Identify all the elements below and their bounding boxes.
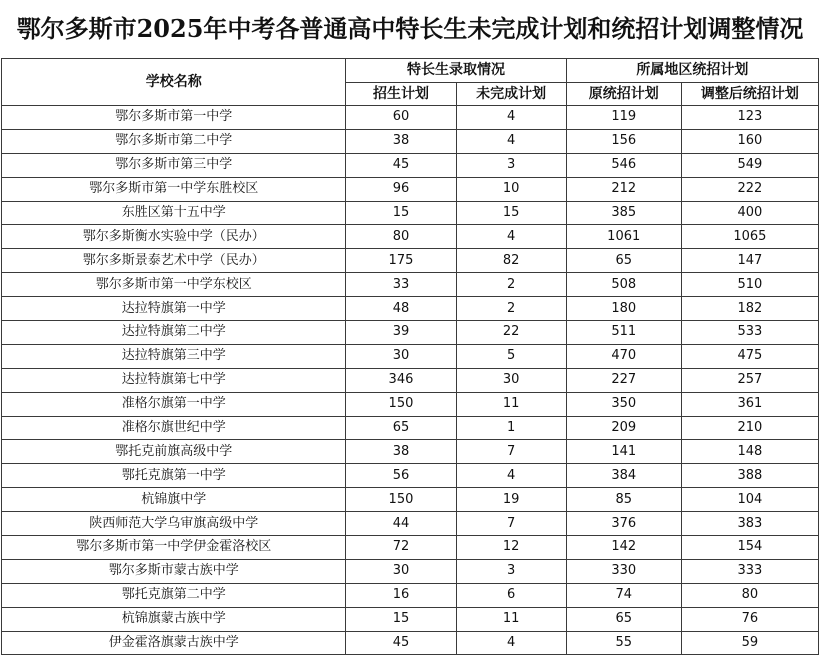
regional-plan-header: 所属地区统招计划 <box>566 59 818 83</box>
school-name-cell: 鄂托克旗第二中学 <box>2 583 346 607</box>
unfulfilled-plan-cell: 6 <box>456 583 566 607</box>
original-plan-cell: 74 <box>566 583 681 607</box>
table-row <box>2 153 819 177</box>
school-name-cell: 准格尔旗世纪中学 <box>2 416 346 440</box>
original-plan-cell: 55 <box>566 631 681 655</box>
original-plan-cell: 511 <box>566 321 681 345</box>
table-row <box>2 273 819 297</box>
enrollment-plan-cell: 150 <box>346 488 456 512</box>
unfulfilled-plan-cell: 4 <box>456 129 566 153</box>
enrollment-plan-cell: 38 <box>346 440 456 464</box>
school-name-cell: 杭锦旗蒙古族中学 <box>2 607 346 631</box>
table-row <box>2 297 819 321</box>
adjusted-plan-cell: 400 <box>681 201 818 225</box>
school-name-cell: 鄂尔多斯市蒙古族中学 <box>2 559 346 583</box>
school-name-cell: 鄂尔多斯市第三中学 <box>2 153 346 177</box>
unfulfilled-plan-cell: 5 <box>456 344 566 368</box>
unfulfilled-plan-cell: 4 <box>456 225 566 249</box>
adjusted-plan-header: 调整后统招计划 <box>681 83 818 106</box>
unfulfilled-plan-cell: 82 <box>456 249 566 273</box>
enrollment-plan-cell: 65 <box>346 416 456 440</box>
table-row <box>2 440 819 464</box>
adjusted-plan-cell: 361 <box>681 392 818 416</box>
unfulfilled-plan-cell: 2 <box>456 273 566 297</box>
school-name-cell: 达拉特旗第三中学 <box>2 344 346 368</box>
document-title: 鄂尔多斯市2025年中考各普通高中特长生未完成计划和统招计划调整情况 <box>16 14 804 43</box>
original-plan-cell: 376 <box>566 512 681 536</box>
unfulfilled-plan-cell: 15 <box>456 201 566 225</box>
enrollment-plan-cell: 346 <box>346 368 456 392</box>
enrollment-plan-cell: 44 <box>346 512 456 536</box>
table-row <box>2 225 819 249</box>
table-row <box>2 536 819 560</box>
adjusted-plan-cell: 80 <box>681 583 818 607</box>
unfulfilled-plan-cell: 30 <box>456 368 566 392</box>
enrollment-plan-cell: 45 <box>346 153 456 177</box>
school-name-cell: 鄂尔多斯市第一中学 <box>2 106 346 130</box>
original-plan-cell: 156 <box>566 129 681 153</box>
adjusted-plan-cell: 210 <box>681 416 818 440</box>
table-row <box>2 177 819 201</box>
school-name-cell: 东胜区第十五中学 <box>2 201 346 225</box>
table-row <box>2 583 819 607</box>
enrollment-plan-cell: 60 <box>346 106 456 130</box>
original-plan-cell: 141 <box>566 440 681 464</box>
table-row <box>2 512 819 536</box>
adjusted-plan-cell: 475 <box>681 344 818 368</box>
table-row <box>2 201 819 225</box>
original-plan-cell: 330 <box>566 559 681 583</box>
enrollment-plan-cell: 30 <box>346 559 456 583</box>
school-name-cell: 达拉特旗第七中学 <box>2 368 346 392</box>
enrollment-plan-header: 招生计划 <box>346 83 456 106</box>
school-name-cell: 杭锦旗中学 <box>2 488 346 512</box>
school-name-cell: 达拉特旗第一中学 <box>2 297 346 321</box>
adjusted-plan-cell: 148 <box>681 440 818 464</box>
school-name-cell: 准格尔旗第一中学 <box>2 392 346 416</box>
adjusted-plan-cell: 59 <box>681 631 818 655</box>
adjusted-plan-cell: 383 <box>681 512 818 536</box>
original-plan-cell: 508 <box>566 273 681 297</box>
original-plan-cell: 227 <box>566 368 681 392</box>
adjusted-plan-cell: 182 <box>681 297 818 321</box>
unfulfilled-plan-cell: 19 <box>456 488 566 512</box>
unfulfilled-plan-cell: 3 <box>456 559 566 583</box>
adjusted-plan-cell: 76 <box>681 607 818 631</box>
unfulfilled-plan-cell: 11 <box>456 607 566 631</box>
adjusted-plan-cell: 222 <box>681 177 818 201</box>
enrollment-plan-cell: 30 <box>346 344 456 368</box>
unfulfilled-plan-header: 未完成计划 <box>456 83 566 106</box>
table-row <box>2 488 819 512</box>
adjusted-plan-cell: 533 <box>681 321 818 345</box>
school-name-cell: 鄂托克旗第一中学 <box>2 464 346 488</box>
adjusted-plan-cell: 123 <box>681 106 818 130</box>
adjusted-plan-cell: 147 <box>681 249 818 273</box>
enrollment-plan-cell: 48 <box>346 297 456 321</box>
school-name-cell: 鄂托克前旗高级中学 <box>2 440 346 464</box>
school-name-cell: 达拉特旗第二中学 <box>2 321 346 345</box>
unfulfilled-plan-cell: 2 <box>456 297 566 321</box>
specialty-admission-header: 特长生录取情况 <box>346 59 566 83</box>
table-row <box>2 344 819 368</box>
unfulfilled-plan-cell: 11 <box>456 392 566 416</box>
adjusted-plan-cell: 160 <box>681 129 818 153</box>
original-plan-cell: 65 <box>566 607 681 631</box>
unfulfilled-plan-cell: 4 <box>456 631 566 655</box>
unfulfilled-plan-cell: 4 <box>456 464 566 488</box>
enrollment-plan-cell: 39 <box>346 321 456 345</box>
enrollment-plan-cell: 45 <box>346 631 456 655</box>
original-plan-cell: 546 <box>566 153 681 177</box>
table-row <box>2 607 819 631</box>
table-row <box>2 559 819 583</box>
table-row <box>2 631 819 655</box>
unfulfilled-plan-cell: 1 <box>456 416 566 440</box>
adjusted-plan-cell: 257 <box>681 368 818 392</box>
table-row <box>2 392 819 416</box>
original-plan-cell: 85 <box>566 488 681 512</box>
adjusted-plan-cell: 333 <box>681 559 818 583</box>
original-plan-header: 原统招计划 <box>566 83 681 106</box>
school-name-cell: 鄂尔多斯景泰艺术中学（民办） <box>2 249 346 273</box>
enrollment-plan-cell: 16 <box>346 583 456 607</box>
unfulfilled-plan-cell: 4 <box>456 106 566 130</box>
original-plan-cell: 384 <box>566 464 681 488</box>
enrollment-plan-cell: 72 <box>346 536 456 560</box>
table-row <box>2 321 819 345</box>
original-plan-cell: 209 <box>566 416 681 440</box>
adjusted-plan-cell: 1065 <box>681 225 818 249</box>
enrollment-plan-cell: 80 <box>346 225 456 249</box>
adjusted-plan-cell: 104 <box>681 488 818 512</box>
original-plan-cell: 180 <box>566 297 681 321</box>
table-row <box>2 368 819 392</box>
school-name-cell: 陕西师范大学乌审旗高级中学 <box>2 512 346 536</box>
school-name-cell: 鄂尔多斯市第一中学东校区 <box>2 273 346 297</box>
table-row <box>2 464 819 488</box>
original-plan-cell: 65 <box>566 249 681 273</box>
document-page <box>1 0 819 661</box>
plan-adjustment-table <box>1 58 819 655</box>
school-name-cell: 鄂尔多斯衡水实验中学（民办） <box>2 225 346 249</box>
original-plan-cell: 142 <box>566 536 681 560</box>
school-name-cell: 鄂尔多斯市第二中学 <box>2 129 346 153</box>
table-row <box>2 129 819 153</box>
enrollment-plan-cell: 96 <box>346 177 456 201</box>
unfulfilled-plan-cell: 7 <box>456 512 566 536</box>
enrollment-plan-cell: 33 <box>346 273 456 297</box>
school-name-cell: 鄂尔多斯市第一中学伊金霍洛校区 <box>2 536 346 560</box>
enrollment-plan-cell: 15 <box>346 201 456 225</box>
adjusted-plan-cell: 510 <box>681 273 818 297</box>
original-plan-cell: 212 <box>566 177 681 201</box>
table-row <box>2 416 819 440</box>
unfulfilled-plan-cell: 3 <box>456 153 566 177</box>
table-row <box>2 106 819 130</box>
school-name-cell: 鄂尔多斯市第一中学东胜校区 <box>2 177 346 201</box>
adjusted-plan-cell: 549 <box>681 153 818 177</box>
unfulfilled-plan-cell: 12 <box>456 536 566 560</box>
school-name-cell: 伊金霍洛旗蒙古族中学 <box>2 631 346 655</box>
original-plan-cell: 350 <box>566 392 681 416</box>
adjusted-plan-cell: 154 <box>681 536 818 560</box>
table-row <box>2 249 819 273</box>
enrollment-plan-cell: 150 <box>346 392 456 416</box>
original-plan-cell: 470 <box>566 344 681 368</box>
school-name-header: 学校名称 <box>2 59 346 106</box>
original-plan-cell: 1061 <box>566 225 681 249</box>
unfulfilled-plan-cell: 10 <box>456 177 566 201</box>
enrollment-plan-cell: 38 <box>346 129 456 153</box>
unfulfilled-plan-cell: 7 <box>456 440 566 464</box>
enrollment-plan-cell: 15 <box>346 607 456 631</box>
original-plan-cell: 119 <box>566 106 681 130</box>
enrollment-plan-cell: 175 <box>346 249 456 273</box>
original-plan-cell: 385 <box>566 201 681 225</box>
enrollment-plan-cell: 56 <box>346 464 456 488</box>
unfulfilled-plan-cell: 22 <box>456 321 566 345</box>
adjusted-plan-cell: 388 <box>681 464 818 488</box>
